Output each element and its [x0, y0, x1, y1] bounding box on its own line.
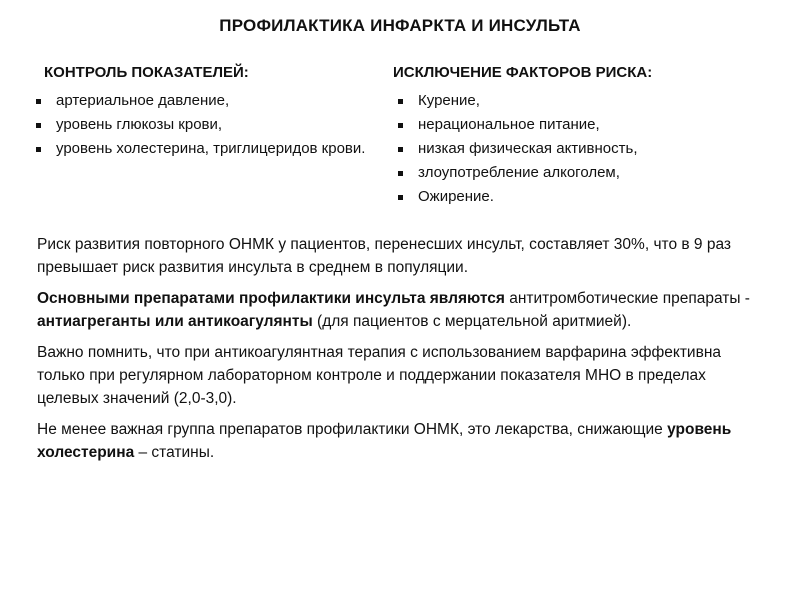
- list-item: нерациональное питание,: [398, 113, 778, 137]
- bold-text: уровень холестерина: [37, 421, 732, 461]
- page-title: ПРОФИЛАКТИКА ИНФАРКТА И ИНСУЛЬТА: [219, 16, 581, 35]
- paragraph-risk: Риск развития повторного ОНМК у пациентов, перенесших инсульт, составляет 30%, что в 9 раз превышает риск развития инсульта в среднем в популяции.: [37, 236, 732, 276]
- body-text: [37, 233, 767, 472]
- paragraph-drugs: [37, 287, 767, 333]
- list-item: Курение,: [398, 89, 778, 113]
- text-span: антитромботические препараты -: [504, 290, 750, 307]
- list-item: низкая физическая активность,: [398, 137, 778, 161]
- paragraph-statins: [37, 418, 767, 464]
- list-item: злоупотребление алкоголем,: [398, 161, 778, 185]
- left-column-list: [36, 89, 366, 161]
- bold-text: Основными препаратами профилактики инсульта являются: [37, 290, 505, 307]
- right-column-heading: ИСКЛЮЧЕНИЕ ФАКТОРОВ РИСКА:: [393, 64, 653, 81]
- text-span: (для пациентов с мерцательной аритмией).: [312, 313, 632, 330]
- right-column-list: [398, 89, 778, 209]
- left-column-heading: КОНТРОЛЬ ПОКАЗАТЕЛЕЙ:: [44, 64, 249, 81]
- bold-text: антиагреганты или антикоагулянты: [37, 313, 313, 330]
- paragraph-warfarin: Важно помнить, что при антикоагулянтная терапия с использованием варфарина эффективна только при регулярном лабораторном контроле и поддержании показателя МНО в пределах целевых значений (2,0-3,0).: [37, 344, 721, 407]
- text-span: – статины.: [134, 444, 215, 461]
- list-item: артериальное давление,: [36, 89, 366, 113]
- list-item: Ожирение.: [398, 185, 778, 209]
- text-span: Не менее важная группа препаратов профилактики ОНМК, это лекарства, снижающие: [37, 421, 668, 438]
- list-item: уровень холестерина, триглицеридов крови.: [36, 137, 366, 161]
- list-item: уровень глюкозы крови,: [36, 113, 366, 137]
